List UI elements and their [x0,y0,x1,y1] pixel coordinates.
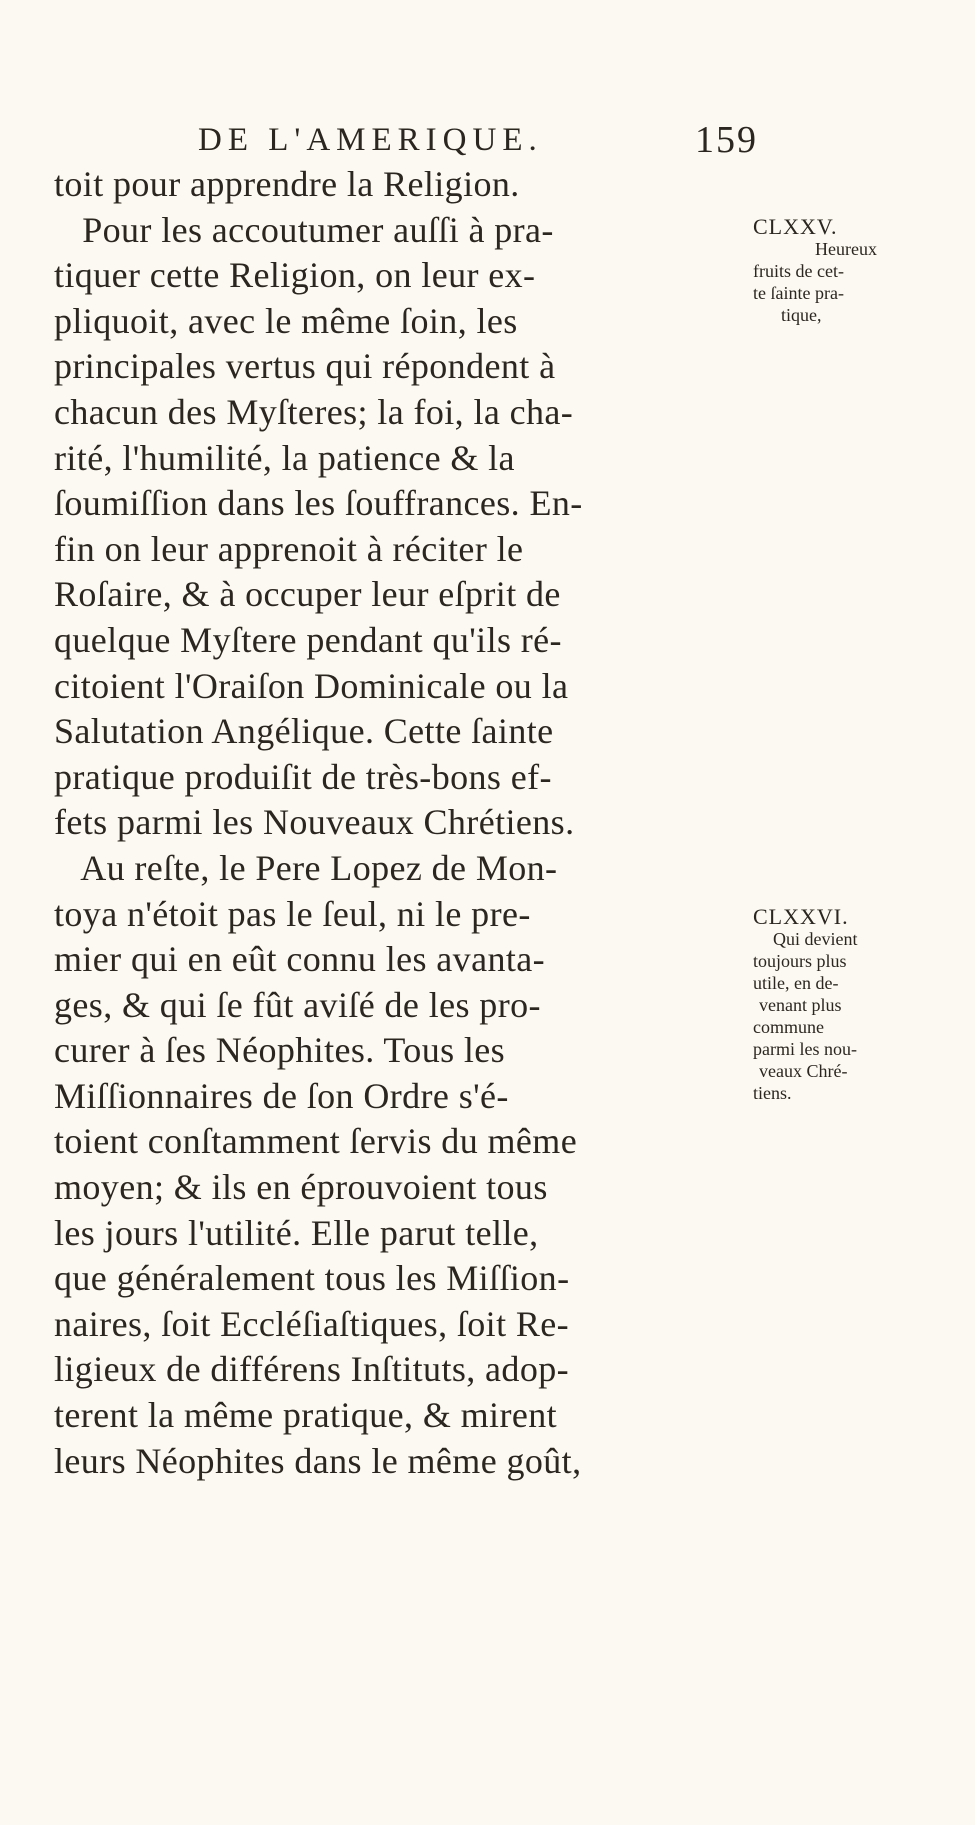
body-text [54,162,754,1484]
margin-note-line: te ſainte pra- [753,283,844,303]
margin-note-number: CLXXV. [753,214,838,239]
body-line: chacun des Myſteres; la foi, la cha- [54,391,574,432]
body-line: fets parmi les Nouveaux Chrétiens. [54,802,575,843]
body-line: ligieux de différens Inſtituts, adop- [54,1349,570,1390]
margin-note-line: tiens. [753,1083,792,1103]
body-line: principales vertus qui répondent à [54,346,556,387]
body-line: citoient l'Oraiſon Dominicale ou la [54,665,569,706]
body-line: rité, l'humilité, la patience & la [54,437,515,478]
margin-note-line: fruits de cet- [753,261,844,281]
margin-note-clxxvi [753,906,963,1104]
body-line: Miſſionnaires de ſon Ordre s'é- [54,1075,509,1116]
body-line: naires, ſoit Eccléſiaſtiques, ſoit Re- [54,1303,570,1344]
body-line: curer à ſes Néophites. Tous les [54,1030,506,1071]
body-line: toit pour apprendre la Religion. [54,164,520,204]
margin-note-line: venant plus [759,995,842,1015]
body-line: tiquer cette Religion, on leur ex- [54,255,536,296]
body-line: quelque Myſtere pendant qu'ils ré- [54,619,562,660]
body-line: ſoumiſſion dans les ſouffrances. En- [54,483,583,524]
margin-note-line: toujours plus [753,951,847,971]
margin-note-line: Heureux [815,239,877,259]
body-line: moyen; & ils en éprouvoient tous [54,1167,548,1208]
body-line: Roſaire, & à occuper leur eſprit de [54,574,561,615]
margin-note-line: tique, [781,305,822,325]
body-line: pratique produiſit de très-bons ef- [54,756,552,797]
body-line: que généralement tous les Miſſion- [54,1258,570,1299]
margin-note-line: veaux Chré- [759,1061,848,1081]
body-line: leurs Néophites dans le même goût, [54,1440,582,1481]
body-line: les jours l'utilité. Elle parut telle, [54,1212,539,1253]
body-line: mier qui en eût connu les avanta- [54,939,546,980]
margin-note-line: Qui devient [773,929,858,949]
body-line: toient conſtamment ſervis du même [54,1121,578,1162]
margin-note-line: commune [753,1017,824,1037]
page-number: 159 [695,119,758,161]
body-line: Au reſte, le Pere Lopez de Mon- [54,847,558,888]
body-line: pliquoit, avec le même ſoin, les [54,300,518,341]
margin-note-line: parmi les nou- [753,1039,857,1059]
body-line: ges, & qui ſe fût aviſé de les pro- [54,984,541,1025]
margin-note-line: utile, en de- [753,973,839,993]
body-line: toya n'étoit pas le ſeul, ni le pre- [54,893,531,934]
margin-note-clxxv [753,216,963,326]
margin-note-number: CLXXVI. [753,904,849,929]
body-line: fin on leur apprenoit à réciter le [54,528,524,569]
body-line: Pour les accoutumer auſſi à pra- [54,209,554,250]
running-head-title: DE L'AMERIQUE. [198,122,543,158]
body-line: Salutation Angélique. Cette ſainte [54,711,554,752]
body-line: terent la même pratique, & mirent [54,1395,558,1436]
